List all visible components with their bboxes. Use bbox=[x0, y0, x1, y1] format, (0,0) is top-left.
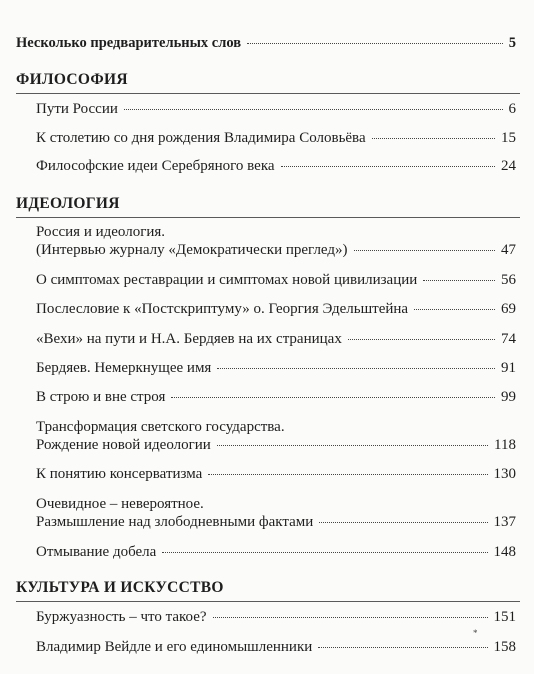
toc-entry-page: 148 bbox=[493, 544, 516, 560]
toc-entry-title: Несколько предварительных слов bbox=[16, 35, 242, 51]
toc-entry-title: Бердяев. Немеркнущее имя bbox=[36, 360, 212, 376]
toc-entry-title: Пути России bbox=[36, 101, 118, 117]
toc-entry-title-line: Размышление над злободневными фактами bbox=[36, 514, 314, 530]
toc-entry[interactable] bbox=[36, 223, 516, 259]
dot-leader bbox=[247, 43, 503, 44]
dot-leader bbox=[281, 166, 495, 167]
toc-entry-page: 158 bbox=[493, 639, 516, 655]
toc-entry-intro[interactable] bbox=[16, 34, 516, 52]
toc-entry[interactable] bbox=[36, 330, 516, 348]
dot-leader bbox=[171, 397, 495, 398]
toc-entry-page: 151 bbox=[493, 609, 516, 625]
dot-leader bbox=[208, 474, 487, 475]
dot-leader bbox=[124, 109, 503, 110]
dot-leader bbox=[217, 368, 495, 369]
toc-entry-title: К столетию со дня рождения Владимира Соловьёва bbox=[36, 130, 366, 146]
toc-entry-title-line: Очевидное – невероятное. bbox=[36, 496, 204, 512]
toc-entry[interactable] bbox=[36, 638, 516, 656]
toc-entry[interactable] bbox=[36, 100, 516, 118]
section-heading-philosophy: ФИЛОСОФИЯ bbox=[16, 71, 128, 88]
toc-entry-title: «Вехи» на пути и Н.А. Бердяев на их страницах bbox=[36, 331, 342, 347]
toc-entry-title: К понятию консерватизма bbox=[36, 466, 203, 482]
toc-entry-page: 5 bbox=[508, 35, 516, 51]
toc-entry-page: 91 bbox=[501, 360, 516, 376]
toc-entry-title: Отмывание добела bbox=[36, 544, 157, 560]
toc-entry-page: 47 bbox=[501, 242, 516, 258]
toc-entry-title: В строю и вне строя bbox=[36, 389, 166, 405]
section-rule bbox=[16, 93, 520, 94]
toc-entry-page: 137 bbox=[493, 514, 516, 530]
section-rule bbox=[16, 601, 520, 602]
toc-entry-page: 56 bbox=[501, 272, 516, 288]
dot-leader bbox=[423, 280, 495, 281]
section-rule bbox=[16, 217, 520, 218]
toc-entry-page: 130 bbox=[493, 466, 516, 482]
toc-entry-title: О симптомах реставрации и симптомах новой цивилизации bbox=[36, 272, 418, 288]
toc-entry[interactable] bbox=[36, 543, 516, 561]
toc-entry-title-line: Россия и идеология. bbox=[36, 224, 166, 240]
dot-leader bbox=[372, 138, 495, 139]
toc-entry[interactable] bbox=[36, 418, 516, 454]
toc-entry-title: Послесловие к «Постскриптуму» о. Георгия Эдельштейна bbox=[36, 301, 409, 317]
toc-entry-page: 6 bbox=[508, 101, 516, 117]
toc-entry-title: Буржуазность – что такое? bbox=[36, 609, 207, 625]
toc-entry[interactable] bbox=[36, 495, 516, 531]
toc-entry[interactable] bbox=[36, 465, 516, 483]
print-speck: * bbox=[473, 628, 478, 638]
toc-entry-title-line: (Интервью журналу «Демократически преглед») bbox=[36, 242, 348, 258]
toc-entry[interactable] bbox=[36, 359, 516, 377]
dot-leader bbox=[213, 617, 488, 618]
toc-entry-page: 74 bbox=[501, 331, 516, 347]
section-heading-culture-art: КУЛЬТУРА И ИСКУССТВО bbox=[16, 579, 224, 596]
dot-leader bbox=[217, 445, 488, 446]
toc-entry-page: 118 bbox=[494, 437, 516, 453]
section-heading-ideology: ИДЕОЛОГИЯ bbox=[16, 195, 120, 212]
toc-entry-title: Владимир Вейдле и его единомышленники bbox=[36, 639, 313, 655]
dot-leader bbox=[162, 552, 487, 553]
toc-entry-page: 24 bbox=[501, 158, 516, 174]
dot-leader bbox=[348, 339, 495, 340]
toc-entry-title: Философские идеи Серебряного века bbox=[36, 158, 275, 174]
toc-entry-title-line: Рождение новой идеологии bbox=[36, 437, 211, 453]
toc-entry[interactable] bbox=[36, 157, 516, 175]
toc-entry[interactable] bbox=[36, 608, 516, 626]
toc-entry-title-line: Трансформация светского государства. bbox=[36, 419, 285, 435]
dot-leader bbox=[319, 522, 487, 523]
toc-entry[interactable] bbox=[36, 388, 516, 406]
dot-leader bbox=[414, 309, 495, 310]
toc-entry[interactable] bbox=[36, 129, 516, 147]
toc-entry-page: 99 bbox=[501, 389, 516, 405]
dot-leader bbox=[354, 250, 495, 251]
toc-entry[interactable] bbox=[36, 271, 516, 289]
toc-entry-page: 69 bbox=[501, 301, 516, 317]
toc-entry[interactable] bbox=[36, 300, 516, 318]
dot-leader bbox=[318, 647, 487, 648]
toc-entry-page: 15 bbox=[501, 130, 516, 146]
